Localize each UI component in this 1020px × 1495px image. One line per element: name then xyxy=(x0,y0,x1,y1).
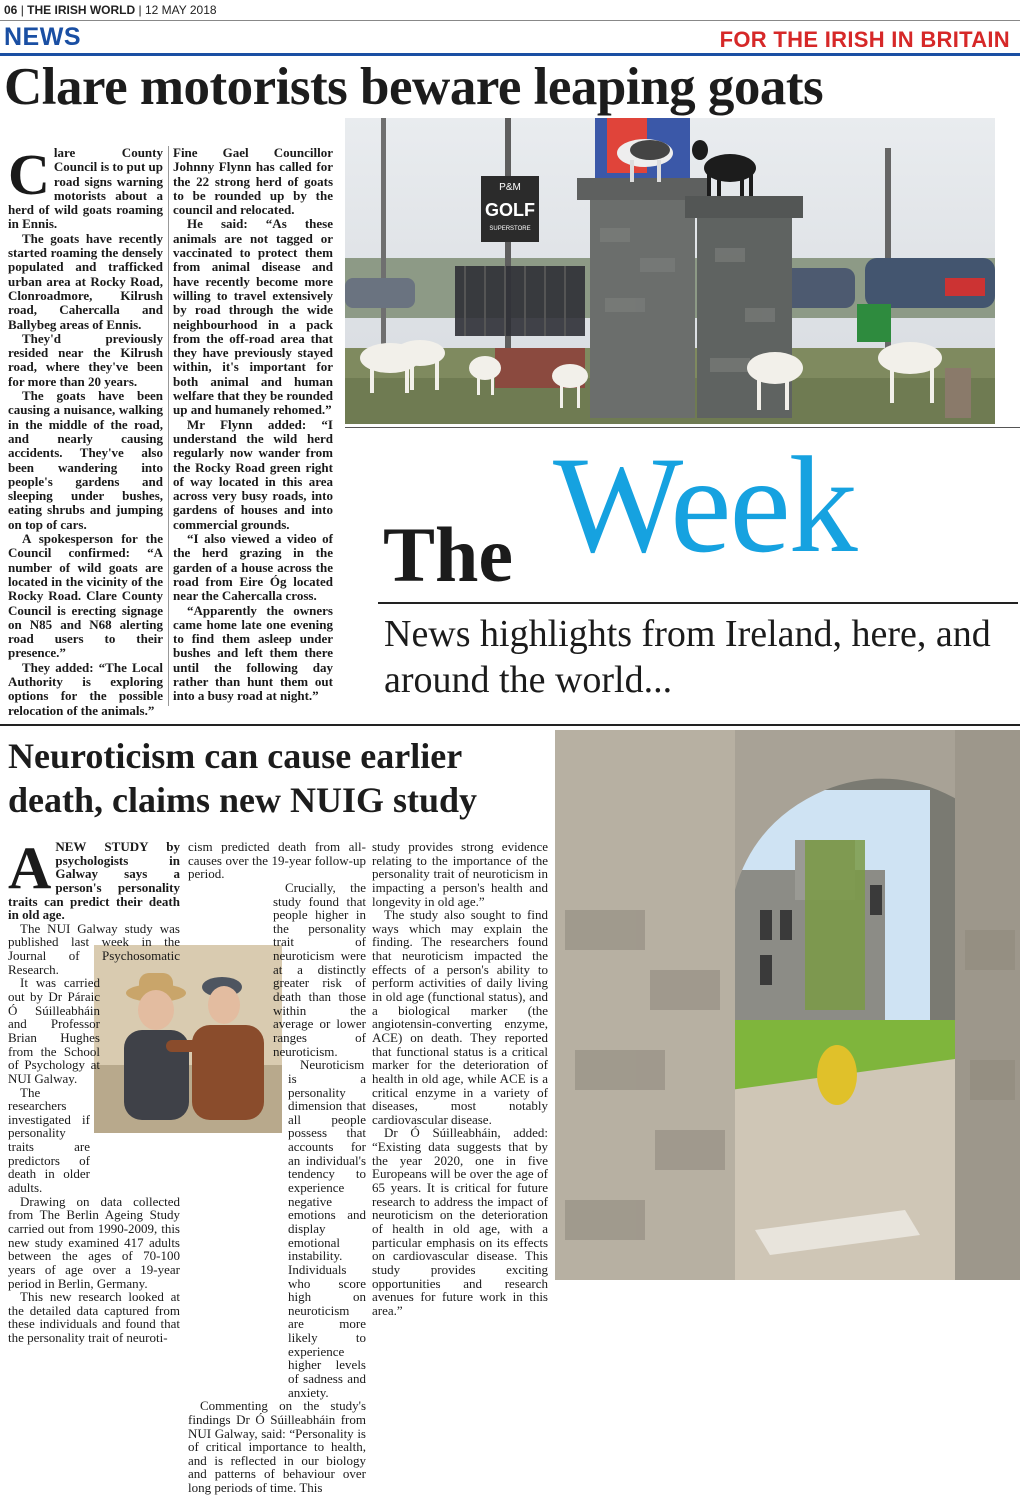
top-rule xyxy=(0,20,1020,21)
svg-text:GOLF: GOLF xyxy=(485,200,535,220)
story1-column-1: C lare County Council is to put up road signs warning motorists about a herd of wild goats roaming in Ennis. The goats have recently started roaming the densely populated and trafficked urban area at Rocky Road, Clonroadmore, Kilrush road, Cahercalla and Ballybeg areas of Ennis. They'd previously resided near the Kilrush road, where they've been for more than 20 years. The goats have been causing a nuisance, walking in the middle of the road, and nearly causing accidents. They've also been wandering into people's gardens and sleeping under bushes, eating shrubs and jumping on top of cars. A spokesperson for the Council confirmed: “A number of wild goats are located in the vicinity of the Rocky Road. Clare County Council is erecting signage on N85 and N68 alerting road users to their presence.” They added: “The Local Authority is exploring options for the possible relocation of the animals.” xyxy=(8,142,163,718)
svg-text:SUPERSTORE: SUPERSTORE xyxy=(489,226,531,232)
svg-text:P&M: P&M xyxy=(499,182,521,193)
week-title-week: Week xyxy=(553,428,856,581)
story-divider xyxy=(0,724,1020,726)
column-divider xyxy=(168,146,169,706)
story2-lead: NEW STUDY by psychologists in Galway says a person's personality traits can predict their death in old age. xyxy=(8,839,180,923)
story1-headline: Clare motorists beware leaping goats xyxy=(4,58,824,116)
folio: 06 | THE IRISH WORLD | 12 MAY 2018 xyxy=(4,3,217,17)
story1-dropcap: C xyxy=(8,142,50,207)
goats-photo xyxy=(345,118,995,424)
week-divider xyxy=(378,602,1018,604)
section-rule xyxy=(0,53,1020,56)
story2-column-3: study provides strong evidence relating to the importance of the personality trait of neuroticism in impacting a person's health and longevity in old age.” The study also sought to find ways which may explain the finding. The researchers found that neuroticism impacted the effects of a person's ability to perform activities of daily living in old age (functional status), and a biological marker (the angiotensin-converting enzyme, ACE) on death. They reported that functional status is a critical marker for the deterioration of health in old age, while ACE is a critical enzyme in a variety of diseases, most notably cardiovascular disease. Dr Ó Súilleabháin, added: “Existing data suggests that by the year 2020, one in five Europeans will be over the age of 65 years. It is critical for future research to address the impact of neuroticism on the deterioration of health in old age, with a particular emphasis on its effects on cardiovascular disease. This study provides exciting opportunities and research avenues for future work in this area.” xyxy=(372,839,548,1318)
archway-illustration xyxy=(555,730,1020,1280)
golf-sign xyxy=(481,176,539,242)
tagline: FOR THE IRISH IN BRITAIN xyxy=(719,27,1010,52)
week-title-the: The xyxy=(383,511,514,598)
week-subtitle: News highlights from Ireland, here, and around the world... xyxy=(384,613,991,701)
story2-dropcap: A xyxy=(8,835,52,901)
publication-name: THE IRISH WORLD xyxy=(27,3,136,17)
goats-photo-illustration xyxy=(345,118,995,424)
section-label: NEWS xyxy=(4,23,81,51)
issue-date: 12 MAY 2018 xyxy=(144,3,217,17)
story2-headline: Neuroticism can cause earlier death, claims new NUIG study xyxy=(8,736,478,820)
nuig-archway-photo xyxy=(555,730,1020,1280)
story1-column-2: Fine Gael Councillor Johnny Flynn has called for the 22 strong herd of goats to be rounded up by the council and relocated. He said: “As these animals are not tagged or vaccinated to protect them from animal disease and have recently become more willing to travel extensively by road through the wide neighbourhood in a pack from the off-road area that they have previously stayed within, it's important for both animal and human welfare that they be rounded up and humanely rehomed.” Mr Flynn added: “I understand the wild herd regularly now wander from the Rocky Road green right of way located in this area across very busy roads, into gardens of houses and into commercial grounds. “I also viewed a video of the herd grazing in the garden of a house across the road from Eire Óg located near the Cahercalla cross. “Apparently the owners came home late one evening to find them asleep under bushes and left them there until the following day rather than hunt them out into a busy road at night.” xyxy=(173,145,333,704)
story2-column-2: cism predicted death from all-causes over the 19-year follow-up period. Crucially, the study found that people higher in the personality trait of neuroticism were at a distinctly greater risk of death than those within the average or lower ranges of neuroticism. Neuroticism is a personality dimension that all people possess that accounts for an individual's tendency to experience negative emotions and display emotional instability. Individuals who score high on neuroticism are more likely to experience higher levels of sadness and anxiety. Commenting on the study's findings Dr Ó Súilleabháin from NUI Galway, said: “Personality is of critical importance to health, and is reflected in our biology and patterns of behaviour over long periods of time. This xyxy=(188,839,366,1495)
story2-column-1: A NEW STUDY by psychologists in Galway says a person's personality traits can predict their death in old age. The NUI Galway study was published last week in the Journal of Psychosomatic Research. It was carried out by Dr Páraic Ó Súilleabháin and Professor Brian Hughes from the School of Psychology at NUI Galway. The researchers investigated if personality traits are predictors of death in older adults. Drawing on data collected from The Berlin Ageing Study carried out from 1990-2009, this new study examined 417 adults between the ages of 70-100 years of age over a 19-year period in Berlin, Germany. This new research looked at the detailed data captured from these individuals and found that the personality trait of neuroti- xyxy=(8,835,180,1346)
page-number: 06 xyxy=(4,3,18,17)
